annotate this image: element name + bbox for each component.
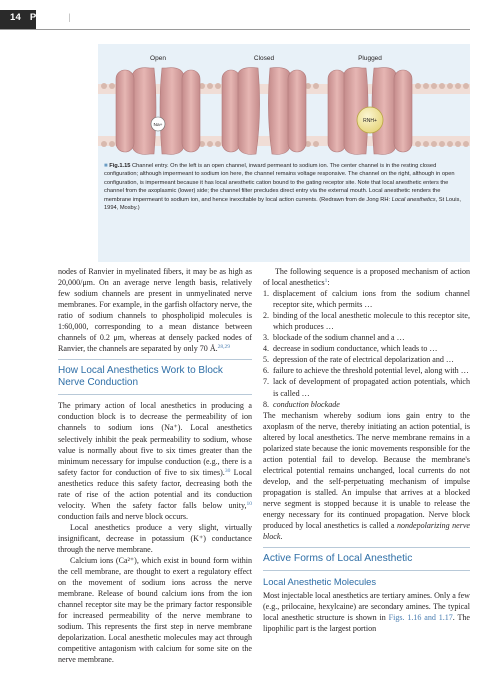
reference-link[interactable]: 28,29	[217, 344, 231, 351]
paragraph-text: conduction fails and nerve block occurs.	[58, 511, 189, 521]
list-number: 2.	[263, 311, 270, 321]
section-rule	[263, 547, 470, 548]
paragraph-text: The following sequence is a proposed mechanism of action of local anesthetics	[263, 267, 470, 288]
paragraph-primary-action	[58, 400, 252, 522]
list-item	[263, 343, 470, 354]
caption-book-title: Local anesthetics	[391, 196, 436, 203]
list-text: lack of development of propagated action potentials, which is called …	[273, 377, 470, 398]
list-text: failure to achieve the threshold potential level, along with …	[273, 366, 469, 376]
section-rule	[58, 359, 252, 360]
part-label: PART I	[29, 12, 62, 23]
reference-link[interactable]: 10	[246, 500, 252, 507]
list-item	[263, 310, 470, 332]
emphasis-text: nondepolarizing nerve block	[263, 521, 470, 542]
label-open: Open	[150, 55, 166, 62]
figure-number: Fig.1.15	[109, 163, 131, 169]
header-separator: |	[68, 12, 71, 23]
mechanism-steps-list	[263, 288, 470, 410]
list-item	[263, 332, 470, 343]
paragraph-mechanism	[263, 410, 470, 543]
page-number: 14	[10, 12, 21, 23]
label-plugged: Plugged	[358, 55, 382, 62]
sodium-channel-illustration	[98, 44, 470, 262]
paragraph-mechanism-intro	[263, 266, 470, 288]
running-header	[10, 12, 106, 23]
list-number: 7.	[263, 377, 270, 387]
section-heading-main: Active Forms of Local Anesthetic	[263, 553, 413, 565]
paragraph-calcium: Calcium ions (Ca²⁺), which exist in bound form within the cell membrane, are thought to exert a regulatory effect on the movement of sodium ions across the nerve membrane. Release of bound calcium ions from the ion channel receptor site may be the primary factor responsible for increased permeability of the nerve membrane to sodium. This represents the first step in nerve membrane depolarization. Local anesthetic molecules may act through competitive antagonism with calcium for some site on the nerve membrane.	[58, 556, 252, 665]
list-item	[263, 399, 470, 410]
paragraph-text: nodes of Ranvier in myelinated fibers, it may be as high as 20,000/μm. On an average nerve length basis, relatively few sodium channels are present in unmyelinated nerve membranes. For example, in the garfish olfactory nerve, the ratio of sodium channels to phospholipid molecules is 1:60,000, corresponding to a mean distance between channels of 0.2 μm, whereas at densely packed nodes of Ranvier, the channels are separated by only 70 Å.	[58, 267, 252, 354]
list-text: blockade of the sodium channel and a …	[273, 333, 405, 343]
list-text: displacement of calcium ions from the sodium channel receptor site, which permits …	[273, 289, 470, 310]
label-closed: Closed	[253, 55, 275, 62]
right-column	[263, 266, 470, 634]
section-rule	[58, 394, 252, 395]
drug-cation-label: RNH+	[363, 118, 377, 124]
paragraph-text: . The lipophilic part is the largest portion	[263, 613, 471, 634]
list-text: depression of the rate of electrical depolarization and …	[273, 355, 454, 365]
paragraph-text: The mechanism whereby sodium ions gain entry to the axoplasm of the nerve, thereby initiating an action potential, is altered by local anesthetics. The nerve membrane remains in a polarized state because the ionic movements responsible for the action potential fail to develop. Because the membrane's electrical potential remains unchanged, local currents do not develop, and the self-perpetuating mechanism of impulse propagation is stalled. An impulse that arrives at a blocked nerve segment is stopped because it is unable to release the energy necessary for its continued propagation. Nerve block produced by local anesthetics is called a	[263, 410, 470, 531]
list-number: 6.	[263, 366, 270, 376]
section-label: Drugs	[77, 12, 107, 23]
list-number: 3.	[263, 333, 270, 343]
figure-caption	[104, 162, 466, 212]
list-text: conduction blockade	[273, 399, 340, 409]
list-item	[263, 288, 470, 310]
caption-text: Channel entry. On the left is an open channel, inward permeant to sodium ion. The center channel is in the resting closed configuration; although impermeant to sodium ion here, the channel remains voltage responsive. The channel on the right, although in open configuration, is impermeant because it has local anesthetic cation bound to the gating receptor site. Note that local anesthetic enters the channel from the axoplasmic (lower) side; the channel filter precludes direct entry via the external mouth. Local anesthetic renders the membrane impermeant to sodium ion, and hence inexcitable by local action currents. (Redrawn from de Jong RH:	[104, 163, 455, 203]
subsection-heading: Local Anesthetic Molecules	[263, 576, 377, 588]
reference-link[interactable]: 1	[324, 278, 328, 285]
paragraph-potassium: Local anesthetics produce a very slight, virtually insignificant, decrease in potassium (K⁺) conductance through the nerve membrane.	[58, 522, 252, 554]
list-text: binding of the local anesthetic molecule to this receptor site, which produces …	[273, 311, 470, 332]
paragraph-text: :	[327, 278, 330, 288]
paragraph-text: Local anesthetics reduce this safety factor, decreasing both the rate of rise of the action potential and its conduction velocity. When the safety factor falls below unity,	[58, 467, 252, 510]
section-heading: How Local Anesthetics Work to Block Nerve Conduction	[58, 365, 223, 389]
header-rule	[0, 29, 470, 30]
sodium-ion-label: Na+	[153, 123, 163, 128]
list-text: decrease in sodium conductance, which leads to …	[273, 344, 438, 354]
list-number: 1.	[263, 289, 270, 299]
caption-bullet-icon: ■	[104, 163, 108, 169]
reference-link[interactable]: 30	[224, 467, 231, 474]
section-rule	[263, 570, 470, 571]
list-item	[263, 365, 470, 376]
caption-tail: , St Louis, 1994, Mosby.)	[104, 196, 461, 212]
list-number: 5.	[263, 355, 270, 365]
left-column	[58, 266, 252, 666]
paragraph-text: The primary action of local anesthetics in producing a conduction block is to decrease the permeability of ion channels to sodium ions (Na⁺). Local anesthetics selectively inhibit the peak permeability to sodium, whose value is normally about five to six times greater than the minimum necessary for impulse conduction (e.g., there is a safety factor for conduction of five to six times).	[58, 401, 252, 477]
list-item	[263, 354, 470, 365]
paragraph-sodium-channel-density	[58, 266, 252, 354]
paragraph-text: Most injectable local anesthetics are tertiary amines. Only a few (e.g., prilocaine, hexylcaine) are secondary amines. The typical local anesthetic structure is shown in	[263, 591, 470, 623]
list-number: 4.	[263, 344, 270, 354]
list-item	[263, 376, 470, 398]
paragraph-amines	[263, 590, 470, 634]
figure-reference-link[interactable]: Figs. 1.16 and 1.17	[388, 613, 453, 623]
paragraph-text: .	[280, 532, 283, 542]
figure-panel	[98, 44, 470, 262]
list-number: 8.	[263, 399, 270, 409]
